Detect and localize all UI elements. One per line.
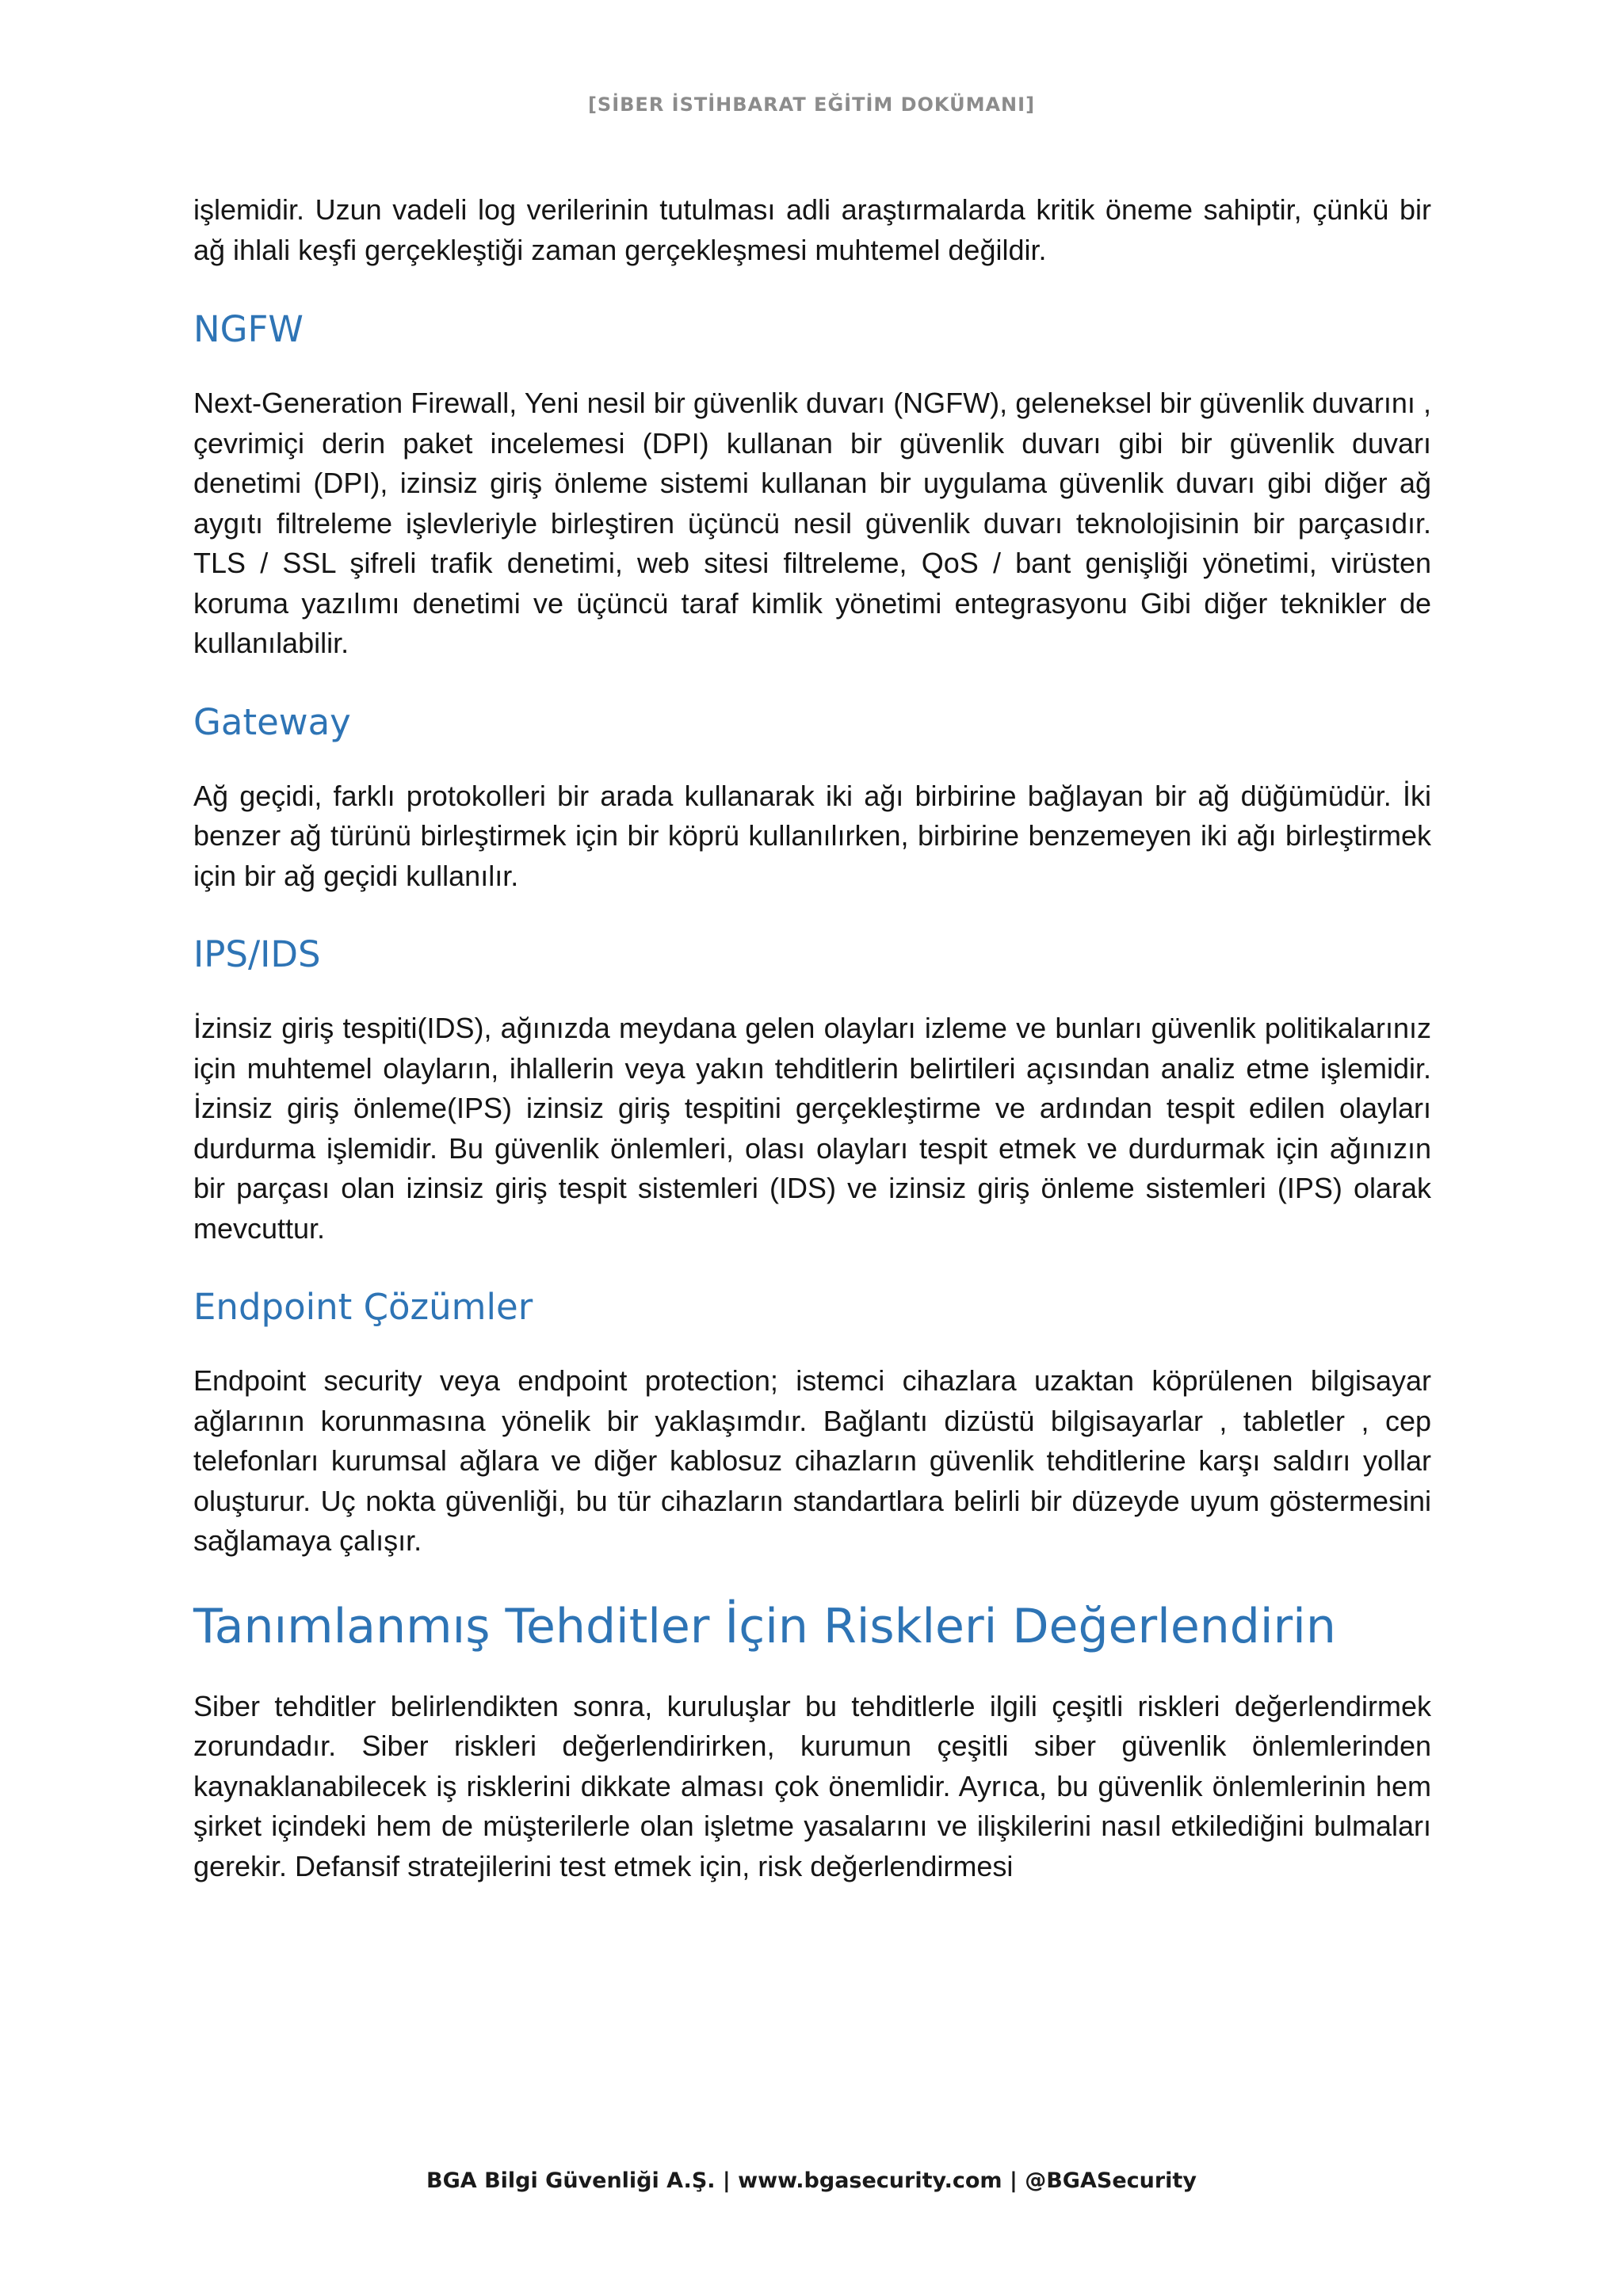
section-paragraph-endpoint: Endpoint security veya endpoint protection; istemci cihazlara uzaktan köprülenen bilgisayar ağlarının korunmasına yönelik bir yaklaşımdır. Bağlantı dizüstü bilgisayarlar , tabletler , cep telefonları kurumsal ağlara ve diğer kablosuz cihazların güvenlik tehditlerine karşı saldırı yollar oluşturur. Uç nokta güvenliği, bu tür cihazların standartlara belirli bir düzeyde uyum göstermesini sağlamaya çalışır. <box>193 1364 1431 1557</box>
intro-paragraph: işlemidir. Uzun vadeli log verilerinin tutulması adli araştırmalarda kritik öneme sahiptir, çünkü bir ağ ihlali keşfi gerçekleştiği zaman gerçekleşmesi muhtemel değildir. <box>193 193 1431 266</box>
section-paragraph-ngfw: Next-Generation Firewall, Yeni nesil bir güvenlik duvarı (NGFW), geleneksel bir güvenlik duvarını , çevrimiçi derin paket incelemesi (DPI) kullanan bir güvenlik duvarı gibi bir güvenlik duvarı denetimi (DPI), izinsiz giriş önleme sistemi kullanan bir uygulama güvenlik duvarı gibi diğer ağ aygıtı filtreleme işlevleriyle birleştiren üçüncü nesil güvenlik duvarı teknolojisinin bir parçasıdır. TLS / SSL şifreli trafik denetimi, web sitesi filtreleme, QoS / bant genişliği yönetimi, virüsten koruma yazılımı denetimi ve üçüncü taraf kimlik yönetimi entegrasyonu Gibi diğer teknikler de kullanılabilir. <box>193 387 1431 659</box>
page-footer: BGA Bilgi Güvenliği A.Ş. | www.bgasecurity.com | @BGASecurity <box>426 2168 1197 2193</box>
section-heading-ngfw: NGFW <box>193 308 304 350</box>
section-heading-ips-ids: IPS/IDS <box>193 933 321 975</box>
section-heading-endpoint: Endpoint Çözümler <box>193 1286 533 1328</box>
section-paragraph-gateway: Ağ geçidi, farklı protokolleri bir arada kullanarak iki ağı birbirine bağlayan bir ağ düğümüdür. İki benzer ağ türünü birleştirmek için bir köprü kullanılırken, birbirine benzemeyen iki ağı birleştirmek için bir ağ geçidi kullanılır. <box>193 779 1431 892</box>
section-heading-gateway: Gateway <box>193 700 351 743</box>
main-section-paragraph: Siber tehditler belirlendikten sonra, kuruluşlar bu tehditlerle ilgili çeşitli riskleri değerlendirmek zorundadır. Siber riskleri değerlendirirken, kurumun çeşitli siber güvenlik önlemlerinden kaynaklanabilecek iş risklerini dikkate alması çok önemlidir. Ayrıca, bu güvenlik önlemlerinin hem şirket içindeki hem de müşterilerle olan işletme yasalarını ve ilişkilerini nasıl etkilediğini bulmaları gerekir. Defansif stratejilerini test etmek için, risk değerlendirmesi <box>193 1689 1431 1882</box>
page-content <box>193 190 1431 1886</box>
section-paragraph-ips-ids: İzinsiz giriş tespiti(IDS), ağınızda meydana gelen olayları izleme ve bunları güvenlik politikalarınız için muhtemel olayların, ihlallerin veya yakın tehditlerin belirtileri açısından analiz etme işlemidir. İzinsiz giriş önleme(IPS) izinsiz giriş tespitini gerçekleştirme ve ardından tespit edilen olayları durdurma işlemidir. Bu güvenlik önlemleri, olası olayları tespit etmek ve durdurmak için ağınızın bir parçası olan izinsiz giriş tespit sistemleri (IDS) ve izinsiz giriş önleme sistemleri (IPS) olarak mevcuttur. <box>193 1012 1431 1245</box>
main-section-heading: Tanımlanmış Tehditler İçin Riskleri Değerlendirin <box>193 1598 1336 1654</box>
page-header: [SİBER İSTİHBARAT EĞİTİM DOKÜMANI] <box>587 93 1036 116</box>
